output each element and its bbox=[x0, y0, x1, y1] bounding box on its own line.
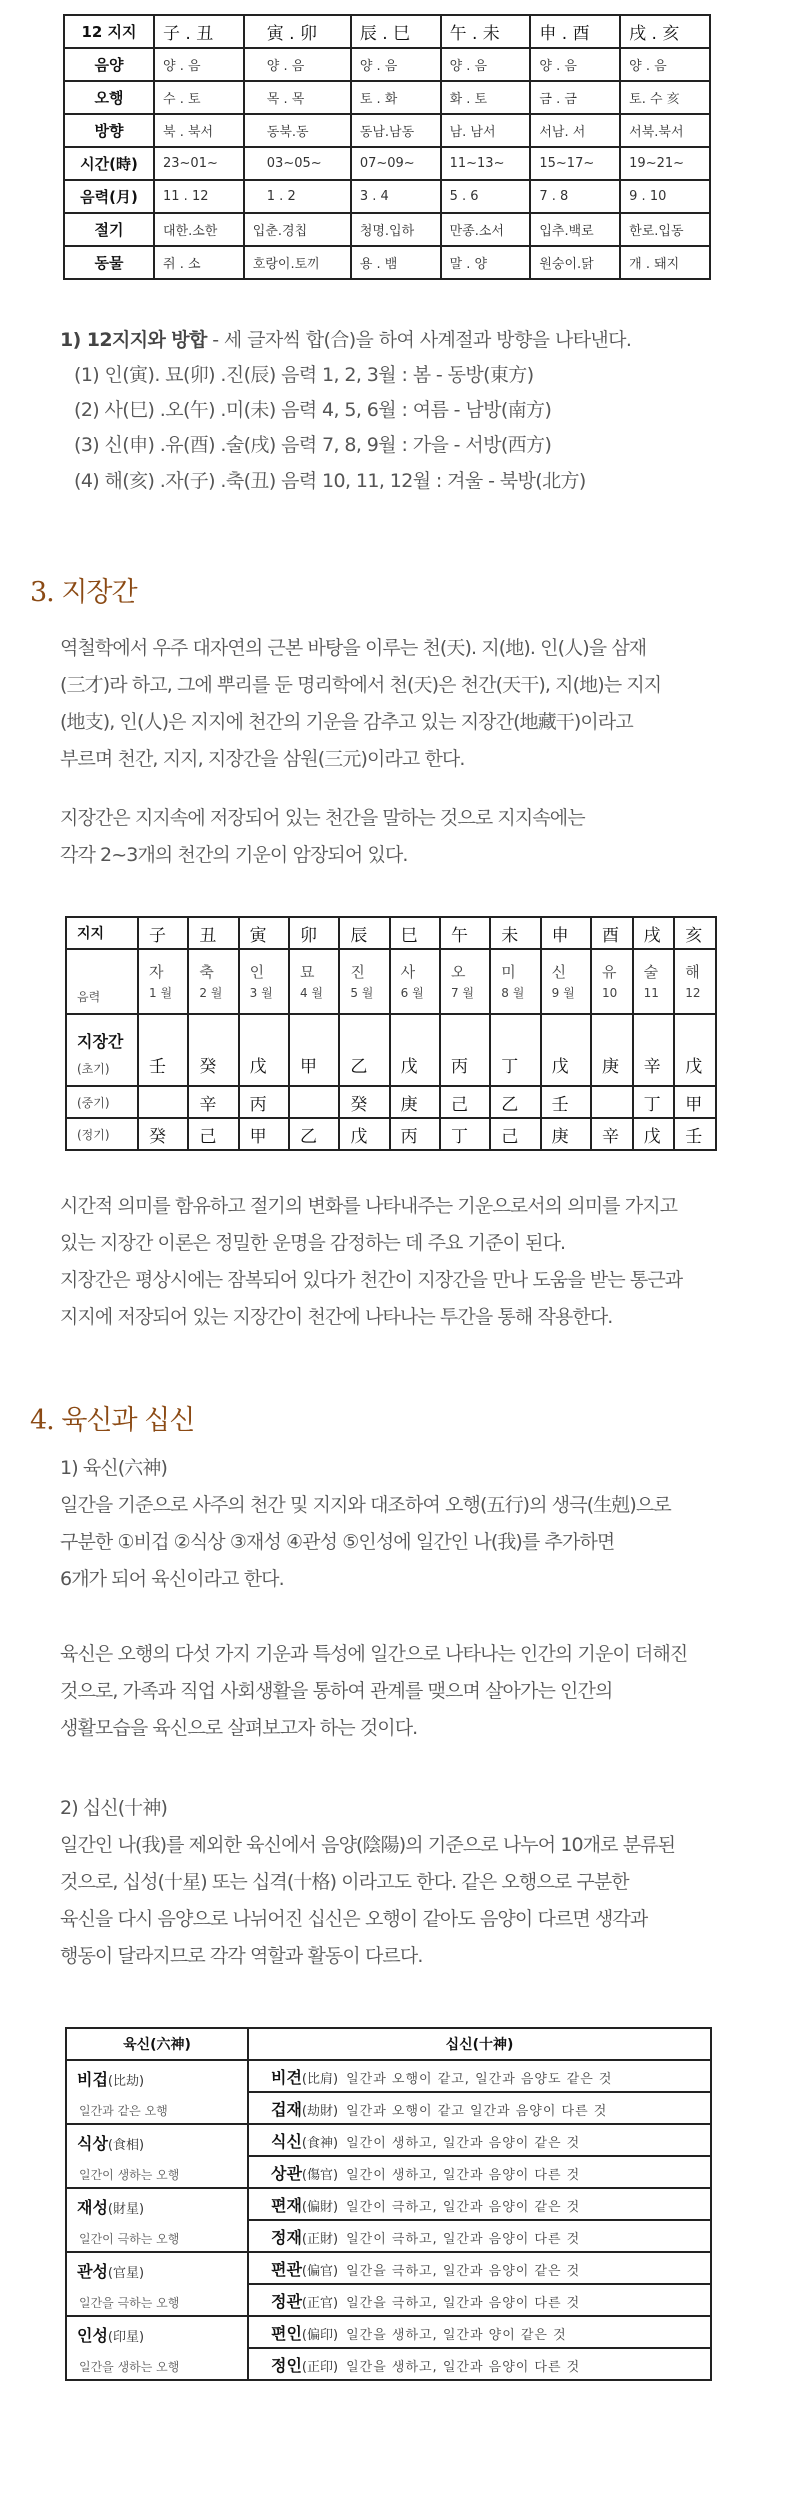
table-cell: 양 . 음 bbox=[351, 48, 441, 81]
group-desc: 일간이 생하는 오행 bbox=[79, 2168, 180, 2182]
month-name: 묘 bbox=[299, 962, 315, 981]
jijanggan-label: 지장간 bbox=[77, 1032, 124, 1051]
group-name: 인성(印星) bbox=[77, 2326, 145, 2345]
col1-header: 육신(六神) bbox=[66, 2028, 248, 2060]
yuksin-paragraph-2 bbox=[60, 1636, 790, 1747]
yuksin-group bbox=[66, 2188, 248, 2252]
table-cell: 9 . 10 bbox=[620, 180, 710, 213]
table-cell: 입추.백로 bbox=[530, 213, 620, 246]
row-label bbox=[66, 1118, 138, 1150]
jeonggi-label: (정기) bbox=[77, 1127, 110, 1142]
table-cell: 원숭이.닭 bbox=[530, 246, 620, 279]
table-row bbox=[64, 48, 710, 81]
paragraph-line: (三才)라 하고, 그에 뿌리를 둔 명리학에서 천(天)은 천간(天干), 지(地)는 지지 bbox=[60, 674, 662, 696]
yuksin-group bbox=[66, 2060, 248, 2124]
paragraph-line: 생활모습을 육신으로 살펴보고자 하는 것이다. bbox=[60, 1717, 418, 1739]
table-cell: 23~01~ bbox=[154, 147, 244, 180]
table-cell: 3 . 4 bbox=[351, 180, 441, 213]
table-row bbox=[66, 2188, 711, 2220]
header-label: 12 지지 bbox=[64, 15, 154, 48]
month-cell bbox=[490, 949, 540, 1014]
table-cell: 금 . 금 bbox=[530, 81, 620, 114]
table-cell: 동북.동 bbox=[244, 114, 351, 147]
table-cell: 쥐 . 소 bbox=[154, 246, 244, 279]
paragraph-line: 일간인 나(我)를 제외한 육신에서 음양(陰陽)의 기준으로 나누어 10개로 분류된 bbox=[60, 1834, 676, 1856]
stem-cell: 己 bbox=[440, 1086, 490, 1118]
sipsin-cell: 정관(正官) 일간을 극하고, 일간과 음양이 다른 것 bbox=[248, 2284, 711, 2316]
month-cell bbox=[339, 949, 389, 1014]
stem-cell: 乙 bbox=[289, 1118, 339, 1150]
junggi-label: (중기) bbox=[77, 1095, 110, 1110]
table-cell: 목 . 목 bbox=[244, 81, 351, 114]
banghap-title-bold: 1) 12지지와 방합 bbox=[60, 329, 207, 351]
row-label: 오행 bbox=[64, 81, 154, 114]
jijanggan-paragraph-3 bbox=[60, 1188, 790, 1336]
table-cell: 대한.소한 bbox=[154, 213, 244, 246]
stem-cell: 甲 bbox=[674, 1086, 716, 1118]
sipsin-cell: 상관(傷官) 일간이 생하고, 일간과 음양이 다른 것 bbox=[248, 2156, 711, 2188]
branch-header: 卯 bbox=[289, 917, 339, 949]
banghap-item: (2) 사(巳) .오(午) .미(未) 음력 4, 5, 6월 : 여름 - 남방(南方) bbox=[74, 399, 552, 421]
table-cell: 서남. 서 bbox=[530, 114, 620, 147]
paragraph-line: 구분한 ①비겁 ②식상 ③재성 ④관성 ⑤인성에 일간인 나(我)를 추가하면 bbox=[60, 1531, 615, 1553]
branch-header: 酉 bbox=[591, 917, 633, 949]
branch-header: 巳 bbox=[390, 917, 440, 949]
month-num: 7 월 bbox=[450, 985, 475, 1000]
sipsin-block bbox=[60, 1790, 790, 1975]
table-header-row bbox=[66, 2028, 711, 2060]
stem-cell: 癸 bbox=[339, 1086, 389, 1118]
table-row-chogi bbox=[66, 1014, 716, 1086]
table-row bbox=[66, 2124, 711, 2156]
chogi-label: (초기) bbox=[77, 1062, 110, 1076]
table-cell: 용 . 뱀 bbox=[351, 246, 441, 279]
month-name: 오 bbox=[450, 962, 466, 981]
branch-header: 午 bbox=[440, 917, 490, 949]
paragraph-line: 일간을 기준으로 사주의 천간 및 지지와 대조하여 오행(五行)의 생극(生剋)으로 bbox=[60, 1494, 671, 1516]
table-cell: 북 . 북서 bbox=[154, 114, 244, 147]
month-name: 미 bbox=[501, 962, 516, 981]
month-cell bbox=[674, 949, 716, 1014]
table-header-row bbox=[64, 15, 710, 48]
month-cell bbox=[188, 949, 238, 1014]
table-cell: 청명.입하 bbox=[351, 213, 441, 246]
sipsin-cell: 정인(正印) 일간을 생하고, 일간과 음양이 다른 것 bbox=[248, 2348, 711, 2380]
group-desc: 일간을 극하는 오행 bbox=[79, 2296, 180, 2310]
column-header: 寅 . 卯 bbox=[244, 15, 351, 48]
stem-cell bbox=[289, 1086, 339, 1118]
stem-cell: 戊 bbox=[633, 1118, 675, 1150]
table-cell: 남. 남서 bbox=[441, 114, 531, 147]
sipsin-cell: 편재(偏財) 일간이 극하고, 일간과 음양이 같은 것 bbox=[248, 2188, 711, 2220]
paragraph-line: 6개가 되어 육신이라고 한다. bbox=[60, 1568, 284, 1590]
table-cell: 5 . 6 bbox=[441, 180, 531, 213]
paragraph-line: 육신을 다시 음양으로 나뉘어진 십신은 오행이 같아도 음양이 다르면 생각과 bbox=[60, 1908, 648, 1930]
stem-cell: 庚 bbox=[541, 1118, 591, 1150]
paragraph-line: 있는 지장간 이론은 정밀한 운명을 감정하는 데 주요 기준이 된다. bbox=[60, 1232, 566, 1254]
stem-cell: 丙 bbox=[239, 1086, 289, 1118]
yuksin-group bbox=[66, 2124, 248, 2188]
paragraph-line: 것으로, 십성(十星) 또는 십격(十格) 이라고도 한다. 같은 오행으로 구분한 bbox=[60, 1871, 629, 1893]
table-cell: 양 . 음 bbox=[441, 48, 531, 81]
month-num: 11 bbox=[643, 985, 659, 1000]
month-num: 6 월 bbox=[400, 985, 424, 1000]
branch-header: 未 bbox=[490, 917, 540, 949]
stem-cell: 己 bbox=[490, 1118, 540, 1150]
month-cell bbox=[289, 949, 339, 1014]
sipsin-cell: 편인(偏印) 일간을 생하고, 일간과 양이 같은 것 bbox=[248, 2316, 711, 2348]
banghap-title-rest: - 세 글자씩 합(合)을 하여 사계절과 방향을 나타낸다. bbox=[206, 329, 632, 351]
branch-header: 申 bbox=[541, 917, 591, 949]
stem-cell: 癸 bbox=[188, 1014, 238, 1086]
row-label: 시간(時) bbox=[64, 147, 154, 180]
branch-header: 丑 bbox=[188, 917, 238, 949]
month-num: 4 월 bbox=[299, 985, 324, 1000]
paragraph-line: 지장간은 지지속에 저장되어 있는 천간을 말하는 것으로 지지속에는 bbox=[60, 807, 585, 829]
month-cell bbox=[440, 949, 490, 1014]
month-num: 5 월 bbox=[350, 985, 374, 1000]
table-cell: 양 . 음 bbox=[620, 48, 710, 81]
month-name: 축 bbox=[199, 962, 214, 981]
table-cell: 입춘.경칩 bbox=[244, 213, 351, 246]
banghap-item: (4) 해(亥) .자(子) .축(丑) 음력 10, 11, 12월 : 겨울 - 북방(北方) bbox=[74, 470, 586, 492]
yuksin-group bbox=[66, 2252, 248, 2316]
month-name: 인 bbox=[249, 962, 265, 981]
row-label: 동물 bbox=[64, 246, 154, 279]
paragraph-line: 지장간은 평상시에는 잠복되어 있다가 천간이 지장간을 만나 도움을 받는 통근과 bbox=[60, 1269, 683, 1291]
table-cell: 07~09~ bbox=[351, 147, 441, 180]
table-row bbox=[66, 2060, 711, 2092]
month-cell bbox=[390, 949, 440, 1014]
month-num: 12 bbox=[685, 985, 701, 1000]
table-row bbox=[64, 147, 710, 180]
month-name: 사 bbox=[400, 962, 416, 981]
table-cell: 양 . 음 bbox=[244, 48, 351, 81]
twelve-branches-table bbox=[63, 14, 711, 280]
stem-cell: 甲 bbox=[289, 1014, 339, 1086]
paragraph-line: 시간적 의미를 함유하고 절기의 변화를 나타내주는 기운으로서의 의미를 가지고 bbox=[60, 1195, 678, 1217]
jijanggan-paragraph-1 bbox=[60, 630, 790, 778]
table-cell: 개 . 돼지 bbox=[620, 246, 710, 279]
group-desc: 일간과 같은 오행 bbox=[79, 2104, 168, 2118]
header-label: 지지 bbox=[66, 917, 138, 949]
paragraph-line: 각각 2~3개의 천간의 기운이 암장되어 있다. bbox=[60, 844, 408, 866]
stem-cell: 戊 bbox=[239, 1014, 289, 1086]
group-desc: 일간을 생하는 오행 bbox=[79, 2360, 180, 2374]
group-desc: 일간이 극하는 오행 bbox=[79, 2232, 180, 2246]
month-cell bbox=[591, 949, 633, 1014]
stem-cell: 丁 bbox=[440, 1118, 490, 1150]
row-label bbox=[66, 949, 138, 1014]
table-cell: 서북.북서 bbox=[620, 114, 710, 147]
month-num: 1 월 bbox=[149, 985, 173, 1000]
column-header: 戌 . 亥 bbox=[620, 15, 710, 48]
row-label: 음력(月) bbox=[64, 180, 154, 213]
table-row bbox=[64, 114, 710, 147]
table-cell: 화 . 토 bbox=[441, 81, 531, 114]
banghap-item: (3) 신(申) .유(酉) .술(戌) 음력 7, 8, 9월 : 가을 - 서방(西方) bbox=[74, 434, 552, 456]
month-num: 8 월 bbox=[501, 985, 525, 1000]
stem-cell: 癸 bbox=[138, 1118, 188, 1150]
sipsin-cell: 겁재(劫財) 일간과 오행이 같고 일간과 음양이 다른 것 bbox=[248, 2092, 711, 2124]
table-cell: 호랑이.토끼 bbox=[244, 246, 351, 279]
stem-cell: 戊 bbox=[674, 1014, 716, 1086]
stem-cell: 庚 bbox=[591, 1014, 633, 1086]
month-name: 해 bbox=[685, 962, 700, 981]
paragraph-line: 역철학에서 우주 대자연의 근본 바탕을 이루는 천(天). 지(地). 인(人)을 삼재 bbox=[60, 637, 647, 659]
paragraph-line: 것으로, 가족과 직업 사회생활을 통하여 관계를 맺으며 살아가는 인간의 bbox=[60, 1680, 613, 1702]
branch-header: 戌 bbox=[633, 917, 675, 949]
banghap-item: (1) 인(寅). 묘(卯) .진(辰) 음력 1, 2, 3월 : 봄 - 동방(東方) bbox=[74, 364, 534, 386]
table-cell: 19~21~ bbox=[620, 147, 710, 180]
table-cell: 토 . 화 bbox=[351, 81, 441, 114]
group-name: 관성(官星) bbox=[77, 2262, 145, 2281]
yuksin-title: 1) 육신(六神) bbox=[60, 1457, 167, 1479]
branch-header: 子 bbox=[138, 917, 188, 949]
table-cell: 03~05~ bbox=[244, 147, 351, 180]
month-name: 유 bbox=[601, 962, 617, 981]
col2-header: 십신(十神) bbox=[248, 2028, 711, 2060]
table-row bbox=[64, 180, 710, 213]
month-cell bbox=[541, 949, 591, 1014]
stem-cell: 壬 bbox=[541, 1086, 591, 1118]
table-cell: 동남.남동 bbox=[351, 114, 441, 147]
stem-cell: 乙 bbox=[339, 1014, 389, 1086]
table-row-junggi bbox=[66, 1086, 716, 1118]
month-cell bbox=[239, 949, 289, 1014]
table-cell: 토. 수 亥 bbox=[620, 81, 710, 114]
yuksin-sipsin-table bbox=[65, 2027, 712, 2381]
sipsin-cell: 정재(正財) 일간이 극하고, 일간과 음양이 다른 것 bbox=[248, 2220, 711, 2252]
sipsin-title: 2) 십신(十神) bbox=[60, 1797, 167, 1819]
stem-cell: 戊 bbox=[390, 1014, 440, 1086]
table-row bbox=[64, 246, 710, 279]
stem-cell: 辛 bbox=[591, 1118, 633, 1150]
row-label bbox=[66, 1014, 138, 1086]
table-row-jeonggi bbox=[66, 1118, 716, 1150]
month-cell bbox=[633, 949, 675, 1014]
group-name: 재성(財星) bbox=[77, 2198, 145, 2217]
table-cell: 한로.입동 bbox=[620, 213, 710, 246]
table-cell: 양 . 음 bbox=[530, 48, 620, 81]
table-row bbox=[66, 2316, 711, 2348]
table-cell: 수 . 토 bbox=[154, 81, 244, 114]
section-heading-yuksin-sipsin: 4. 육신과 십신 bbox=[30, 1405, 195, 1436]
month-num: 10 bbox=[601, 985, 618, 1000]
stem-cell: 丙 bbox=[390, 1118, 440, 1150]
stem-cell: 辛 bbox=[633, 1014, 675, 1086]
yuksin-group bbox=[66, 2316, 248, 2380]
branch-header: 亥 bbox=[674, 917, 716, 949]
row-label: 절기 bbox=[64, 213, 154, 246]
stem-cell: 甲 bbox=[239, 1118, 289, 1150]
stem-cell: 己 bbox=[188, 1118, 238, 1150]
table-row bbox=[66, 2252, 711, 2284]
stem-cell: 丙 bbox=[440, 1014, 490, 1086]
stem-cell bbox=[591, 1086, 633, 1118]
table-header-row bbox=[66, 917, 716, 949]
column-header: 辰 . 巳 bbox=[351, 15, 441, 48]
stem-cell bbox=[138, 1086, 188, 1118]
stem-cell: 戊 bbox=[339, 1118, 389, 1150]
column-header: 午 . 未 bbox=[441, 15, 531, 48]
column-header: 子 . 丑 bbox=[154, 15, 244, 48]
row-label: 음양 bbox=[64, 48, 154, 81]
table-cell: 11~13~ bbox=[441, 147, 531, 180]
month-cell bbox=[138, 949, 188, 1014]
stem-cell: 壬 bbox=[138, 1014, 188, 1086]
month-num: 9 월 bbox=[551, 985, 575, 1000]
table-cell: 1 . 2 bbox=[244, 180, 351, 213]
banghap-title bbox=[60, 325, 631, 355]
jijanggan-table bbox=[65, 916, 717, 1151]
stem-cell: 壬 bbox=[674, 1118, 716, 1150]
month-name: 신 bbox=[551, 962, 567, 981]
table-cell: 양 . 음 bbox=[154, 48, 244, 81]
paragraph-line: 행동이 달라지므로 각각 역할과 활동이 다르다. bbox=[60, 1945, 423, 1967]
month-name: 진 bbox=[350, 962, 365, 981]
table-cell: 11 . 12 bbox=[154, 180, 244, 213]
paragraph-line: 부르며 천간, 지지, 지장간을 삼원(三元)이라고 한다. bbox=[60, 748, 465, 770]
branch-header: 寅 bbox=[239, 917, 289, 949]
stem-cell: 丁 bbox=[633, 1086, 675, 1118]
stem-cell: 辛 bbox=[188, 1086, 238, 1118]
table-row bbox=[64, 213, 710, 246]
row-label: 방향 bbox=[64, 114, 154, 147]
group-name: 비겁(比劫) bbox=[77, 2070, 145, 2089]
stem-cell: 丁 bbox=[490, 1014, 540, 1086]
section-heading-jijanggan: 3. 지장간 bbox=[30, 577, 137, 608]
group-name: 식상(食相) bbox=[77, 2134, 145, 2153]
sipsin-cell: 비견(比肩) 일간과 오행이 같고, 일간과 음양도 같은 것 bbox=[248, 2060, 711, 2092]
table-cell: 15~17~ bbox=[530, 147, 620, 180]
table-cell: 말 . 양 bbox=[441, 246, 531, 279]
sipsin-cell: 편관(偏官) 일간을 극하고, 일간과 음양이 같은 것 bbox=[248, 2252, 711, 2284]
stem-cell: 乙 bbox=[490, 1086, 540, 1118]
paragraph-line: (地支), 인(人)은 지지에 천간의 기운을 감추고 있는 지장간(地藏干)이라고 bbox=[60, 711, 633, 733]
sipsin-cell: 식신(食神) 일간이 생하고, 일간과 음양이 같은 것 bbox=[248, 2124, 711, 2156]
table-cell: 7 . 8 bbox=[530, 180, 620, 213]
column-header: 申 . 酉 bbox=[530, 15, 620, 48]
branch-header: 辰 bbox=[339, 917, 389, 949]
month-num: 3 월 bbox=[249, 985, 273, 1000]
month-num: 2 월 bbox=[199, 985, 223, 1000]
row-label bbox=[66, 1086, 138, 1118]
paragraph-line: 육신은 오행의 다섯 가지 기운과 특성에 일간으로 나타나는 인간의 기운이 더해진 bbox=[60, 1643, 688, 1665]
table-row-month bbox=[66, 949, 716, 1014]
month-name: 술 bbox=[643, 962, 659, 981]
stem-cell: 庚 bbox=[390, 1086, 440, 1118]
yuksin-block bbox=[60, 1450, 790, 1598]
paragraph-line: 지지에 저장되어 있는 지장간이 천간에 나타나는 투간을 통해 작용한다. bbox=[60, 1306, 613, 1328]
table-row bbox=[64, 81, 710, 114]
table-cell: 만종.소서 bbox=[441, 213, 531, 246]
month-name: 자 bbox=[149, 962, 164, 981]
stem-cell: 戊 bbox=[541, 1014, 591, 1086]
jijanggan-paragraph-2 bbox=[60, 800, 790, 874]
month-label: 음력 bbox=[77, 990, 101, 1004]
